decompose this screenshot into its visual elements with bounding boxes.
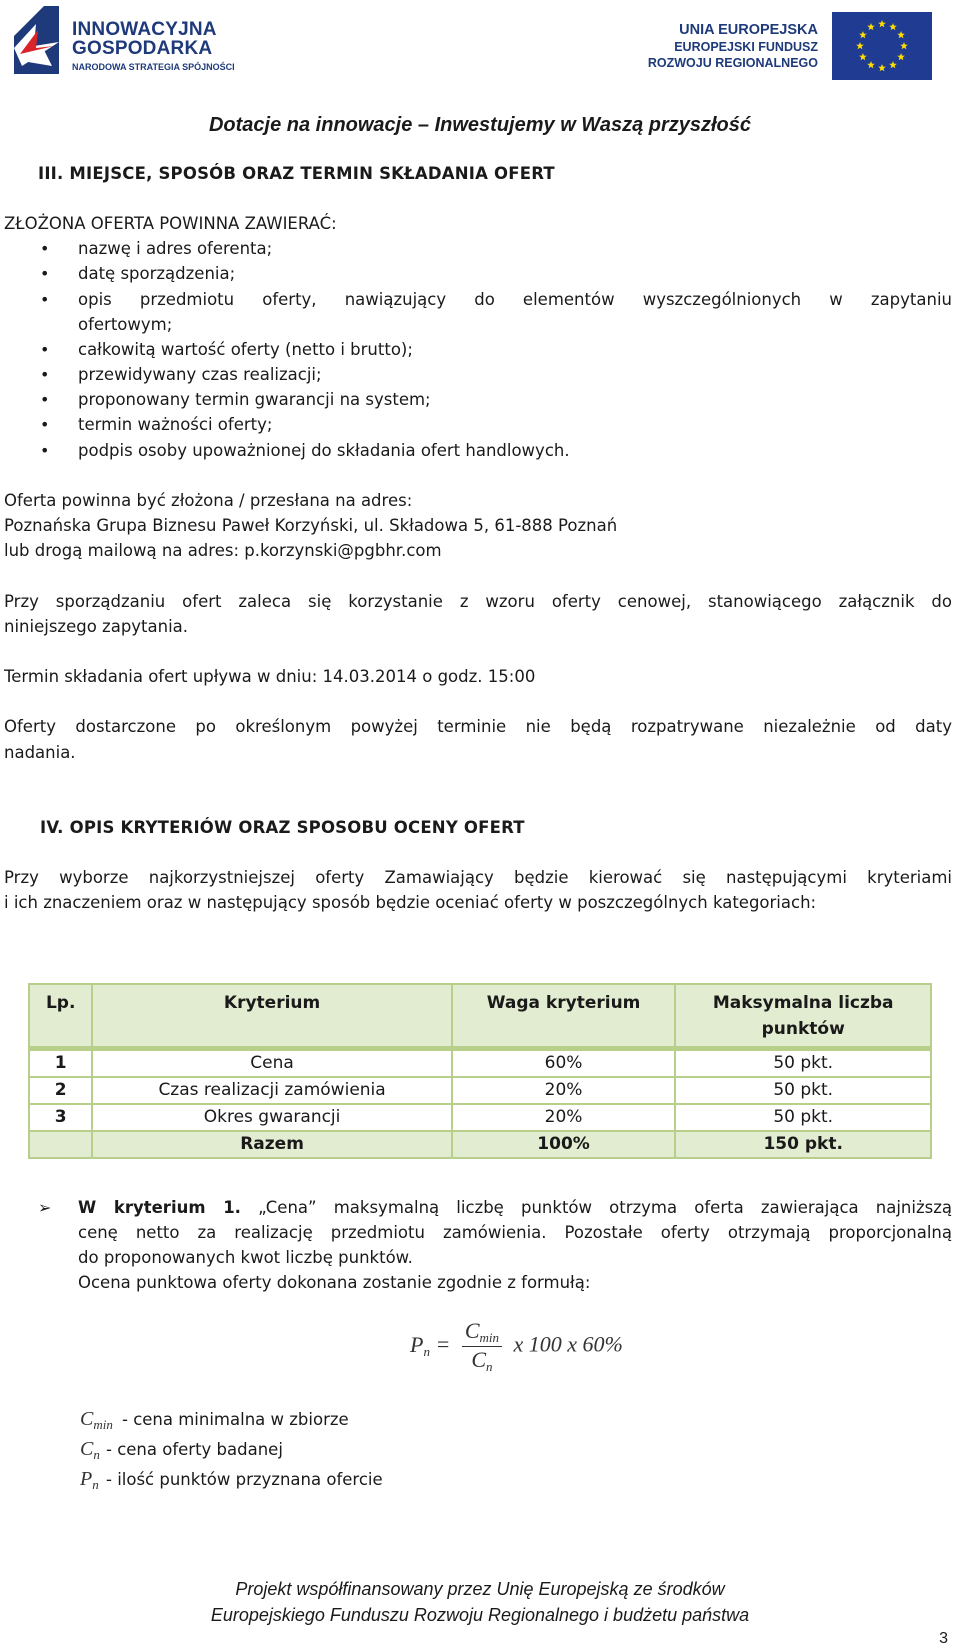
formula-rest: x 100 x 60% (513, 1331, 623, 1357)
formula-lhs: $P_n$ (410, 1331, 430, 1359)
criterion-line-2: cenę netto za realizację przedmiotu zamówienia. Pozostałe oferty otrzymają proporcjonalną (78, 1223, 952, 1242)
scoring-formula (410, 1318, 623, 1375)
table-cell: 50 pkt. (675, 1049, 931, 1078)
paragraph-offer-form-end: niniejszego zapytania. (4, 617, 189, 636)
table-cell: 1 (29, 1049, 92, 1078)
list-item-continuation: ofertowym; (78, 315, 173, 334)
list-item: przewidywany czas realizacji; (78, 365, 322, 384)
criterion-line-1-text: „Cena” maksymalną liczbę punktów otrzyma oferta zawierająca najniższą (258, 1198, 953, 1217)
symbol-pn: $P_n$ (80, 1468, 99, 1492)
formula-equals: = (435, 1331, 456, 1357)
logo-right-line-3: ROZWOJU REGIONALNEGO (647, 56, 818, 70)
table-header-lp: Lp. (29, 984, 92, 1049)
table-cell: Cena (92, 1049, 451, 1078)
section-3-heading: III. MIEJSCE, SPOSÓB ORAZ TERMIN SKŁADANIA OFERT (38, 164, 555, 183)
innowacyjna-flag-icon (14, 6, 59, 74)
legend-cmin-text: - cena minimalna w zbiorze (122, 1410, 349, 1429)
bullet-icon: • (40, 441, 50, 460)
innowacyjna-gospodarka-logo (14, 6, 244, 82)
offer-contents-intro: ZŁOŻONA OFERTA POWINNA ZAWIERAĆ: (4, 214, 337, 233)
bullet-icon: • (40, 264, 50, 283)
list-item: całkowitą wartość oferty (netto i brutto); (78, 340, 413, 359)
table-cell: 20% (452, 1104, 676, 1131)
criterion-line-4: Ocena punktowa oferty dokonana zostanie zgodnie z formułą: (78, 1273, 591, 1292)
table-cell: 50 pkt. (675, 1104, 931, 1131)
bullet-icon: • (40, 239, 50, 258)
tagline: Dotacje na innowacje – Inwestujemy w Waszą przyszłość (208, 114, 752, 136)
table-cell: 150 pkt. (675, 1131, 931, 1158)
address-line-3: lub drogą mailową na adres: p.korzynski@pgbhr.com (4, 541, 442, 560)
arrow-bullet-icon: ➢ (38, 1198, 52, 1217)
address-line-1: Oferta powinna być złożona / przesłana na adres: (4, 491, 413, 510)
list-item: termin ważności oferty; (78, 415, 273, 434)
criterion-label: W kryterium 1. (78, 1198, 241, 1217)
table-row (29, 1049, 931, 1078)
logo-left-line-2: GOSPODARKA (72, 38, 213, 59)
table-header-criterion: Kryterium (92, 984, 451, 1049)
formula-fraction: $\frac{C_{min}}{C_n}$ (462, 1318, 502, 1375)
list-item: proponowany termin gwarancji na system; (78, 390, 431, 409)
table-row (29, 1077, 931, 1104)
address-line-2: Poznańska Grupa Biznesu Paweł Korzyński, ul. Składowa 5, 61-888 Poznań (4, 516, 618, 535)
table-cell: 20% (452, 1077, 676, 1104)
footer-line-1: Projekt współfinansowany przez Unię Europejską ze środków (235, 1579, 725, 1599)
paragraph-offer-form: Przy sporządzaniu ofert zaleca się korzystanie z wzoru oferty cenowej, stanowiącego załącznik do (4, 592, 952, 611)
paragraph-late-offers-end: nadania. (4, 743, 76, 762)
table-cell (29, 1131, 92, 1158)
table-cell: 50 pkt. (675, 1077, 931, 1104)
footer (0, 1576, 960, 1628)
table-row (29, 1104, 931, 1131)
table-header-weight: Waga kryterium (452, 984, 676, 1049)
page-number: 3 (939, 1630, 948, 1647)
logo-left-line-1: INNOWACYJNA (72, 19, 217, 40)
footer-line-2: Europejskiego Funduszu Rozwoju Regionalnego i budżetu państwa (210, 1605, 750, 1625)
table-total-row (29, 1131, 931, 1158)
table-cell: 60% (452, 1049, 676, 1078)
bullet-icon: • (40, 415, 50, 434)
unia-europejska-logo (647, 12, 936, 80)
symbol-cn: $C_n$ (80, 1438, 100, 1462)
bullet-icon: • (40, 290, 50, 309)
legend-cn-text: - cena oferty badanej (106, 1440, 283, 1459)
section-4-heading: IV. OPIS KRYTERIÓW ORAZ SPOSOBU OCENY OFERT (40, 818, 525, 837)
list-item: podpis osoby upoważnionej do składania ofert handlowych. (78, 441, 570, 460)
table-cell: Czas realizacji zamówienia (92, 1077, 451, 1104)
list-item: opis przedmiotu oferty, nawiązujący do elementów wyszczególnionych w zapytaniu (78, 290, 952, 309)
paragraph-late-offers: Oferty dostarczone po określonym powyżej terminie nie będą rozpatrywane niezależnie od daty (4, 717, 952, 736)
table-cell: Okres gwarancji (92, 1104, 451, 1131)
bullet-icon: • (40, 340, 50, 359)
logo-right-line-2: EUROPEJSKI FUNDUSZ (674, 40, 818, 54)
table-cell: 2 (29, 1077, 92, 1104)
criteria-intro: Przy wyborze najkorzystniejszej oferty Zamawiający będzie kierować się następującymi kryteriami (4, 868, 952, 887)
logo-left-line-3: NARODOWA STRATEGIA SPÓJNOŚCI (72, 62, 235, 72)
symbol-cmin: $C_{min}$ (80, 1408, 113, 1432)
table-header-max-points: Maksymalna liczba punktów (675, 984, 931, 1049)
deadline-text: Termin składania ofert upływa w dniu: 14.03.2014 o godz. 15:00 (4, 667, 536, 686)
logo-right-line-1: UNIA EUROPEJSKA (679, 22, 818, 38)
bullet-icon: • (40, 390, 50, 409)
criteria-table (28, 983, 932, 1159)
criteria-intro-end: i ich znaczeniem oraz w następujący sposób będzie oceniać oferty w poszczególnych kategoriach: (4, 893, 817, 912)
eu-flag-icon (832, 12, 932, 80)
table-cell: 3 (29, 1104, 92, 1131)
legend-pn-text: - ilość punktów przyznana ofercie (106, 1470, 383, 1489)
criterion-line-1 (78, 1198, 952, 1217)
list-item: datę sporządzenia; (78, 264, 236, 283)
bullet-icon: • (40, 365, 50, 384)
table-cell: 100% (452, 1131, 676, 1158)
table-cell: Razem (92, 1131, 451, 1158)
list-item: nazwę i adres oferenta; (78, 239, 273, 258)
criterion-line-3: do proponowanych kwot liczbę punktów. (78, 1248, 413, 1267)
